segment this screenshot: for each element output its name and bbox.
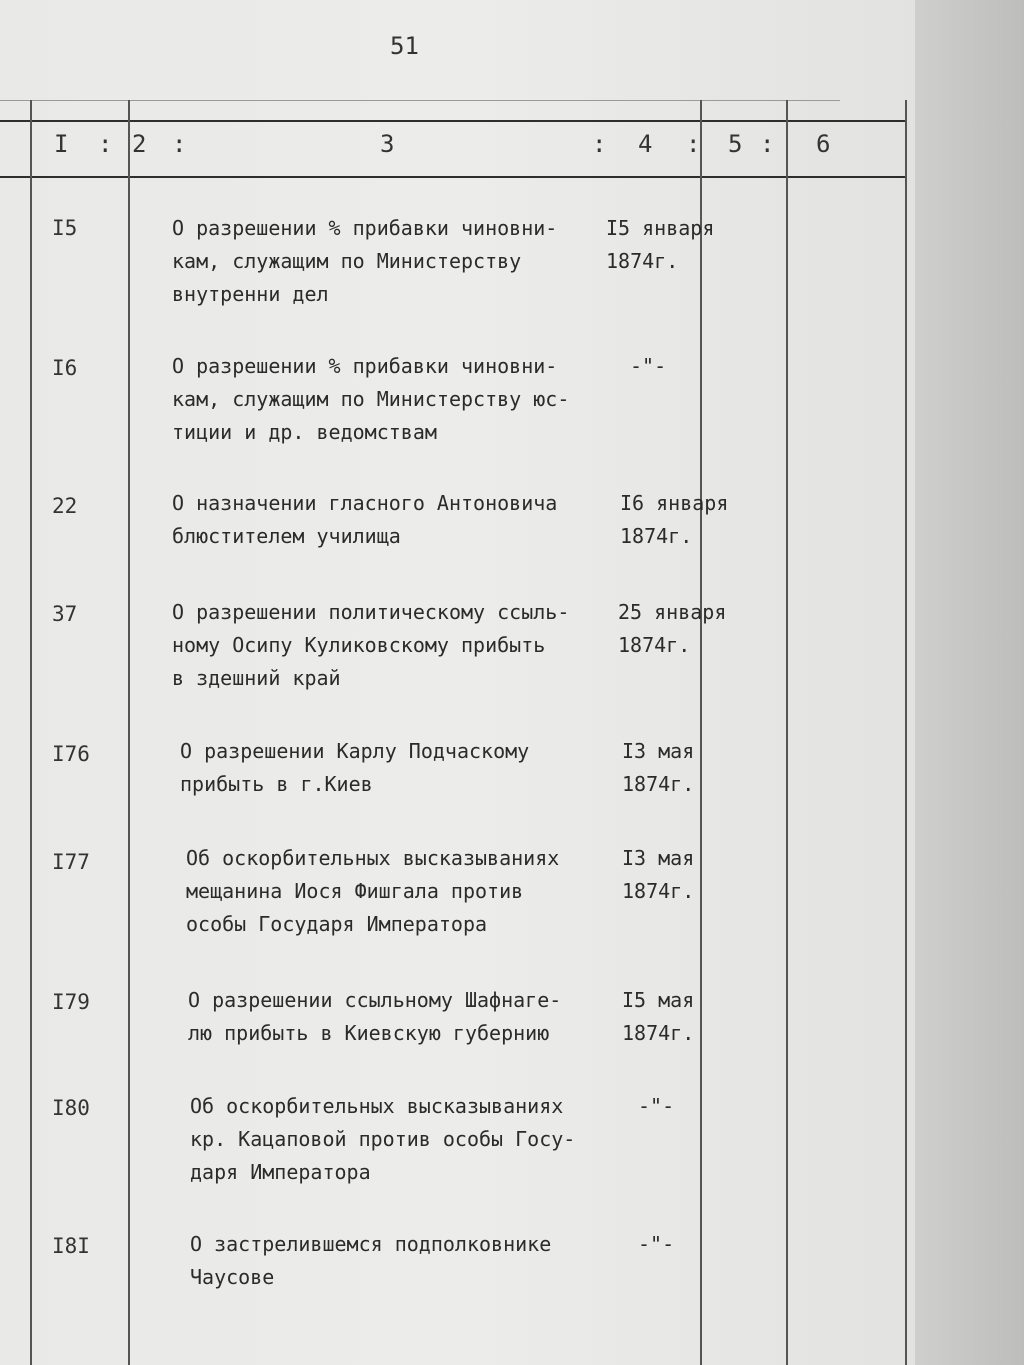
row-date: I5 января 1874г.	[606, 216, 715, 273]
row-description: Об оскорбительных высказываниях мещанина Иося Фишгала против особы Государя Императора	[186, 846, 560, 936]
column-divider	[905, 100, 907, 1365]
header-col-5: 5	[728, 130, 743, 158]
row-date: I5 мая 1874г.	[622, 988, 695, 1045]
header-col-1: I	[54, 130, 69, 158]
row-date: 25 января 1874г.	[618, 600, 727, 657]
row-number: I8I	[52, 1234, 90, 1258]
row-date: I3 мая 1874г.	[622, 846, 695, 903]
row-date: -"-	[630, 354, 667, 378]
header-colon: :	[686, 130, 701, 158]
row-number: I76	[52, 742, 90, 766]
row-number: I5	[52, 216, 78, 240]
column-divider	[30, 100, 32, 1365]
row-number: 22	[52, 494, 78, 518]
row-description: О разрешении политическому ссыль- ному Осипу Куликовскому прибыть в здешний край	[172, 600, 570, 690]
column-divider	[786, 100, 788, 1365]
header-col-2: 2	[132, 130, 147, 158]
row-description: О разрешении % прибавки чиновни- кам, служащим по Министерству юс- тиции и др. ведомствам	[172, 354, 570, 444]
header-rule-bottom	[0, 176, 905, 178]
header-col-3: 3	[380, 130, 395, 158]
row-date: I6 января 1874г.	[620, 491, 729, 548]
row-number: 37	[52, 602, 78, 626]
row-number: I6	[52, 356, 78, 380]
row-date: I3 мая 1874г.	[622, 739, 695, 796]
row-number: I80	[52, 1096, 90, 1120]
header-colon: :	[760, 130, 775, 158]
faint-rule	[0, 100, 840, 101]
row-description: О разрешении % прибавки чиновни- кам, служащим по Министерству внутренни дел	[172, 216, 558, 306]
row-description: О назначении гласного Антоновича блюстителем училища	[172, 491, 558, 548]
row-description: О разрешении ссыльному Шафнаге- лю прибыть в Киевскую губернию	[188, 988, 562, 1045]
row-description: О разрешении Карлу Подчаскому прибыть в г.Киев	[180, 739, 530, 796]
page-edge-shadow	[915, 0, 1024, 1365]
row-date: -"-	[638, 1232, 675, 1256]
column-divider	[128, 100, 130, 1365]
row-number: I77	[52, 850, 90, 874]
row-date: -"-	[638, 1094, 675, 1118]
header-colon: :	[98, 130, 113, 158]
header-col-4: 4	[638, 130, 653, 158]
page-number: 51	[390, 32, 419, 60]
header-rule-top	[0, 120, 905, 122]
header-col-6: 6	[816, 130, 831, 158]
header-colon: :	[592, 130, 607, 158]
row-description: Об оскорбительных высказываниях кр. Кацаповой против особы Госу- даря Императора	[190, 1094, 576, 1184]
header-colon: :	[172, 130, 187, 158]
row-number: I79	[52, 990, 90, 1014]
column-divider	[700, 100, 702, 1365]
row-description: О застрелившемся подполковнике Чаусове	[190, 1232, 552, 1289]
